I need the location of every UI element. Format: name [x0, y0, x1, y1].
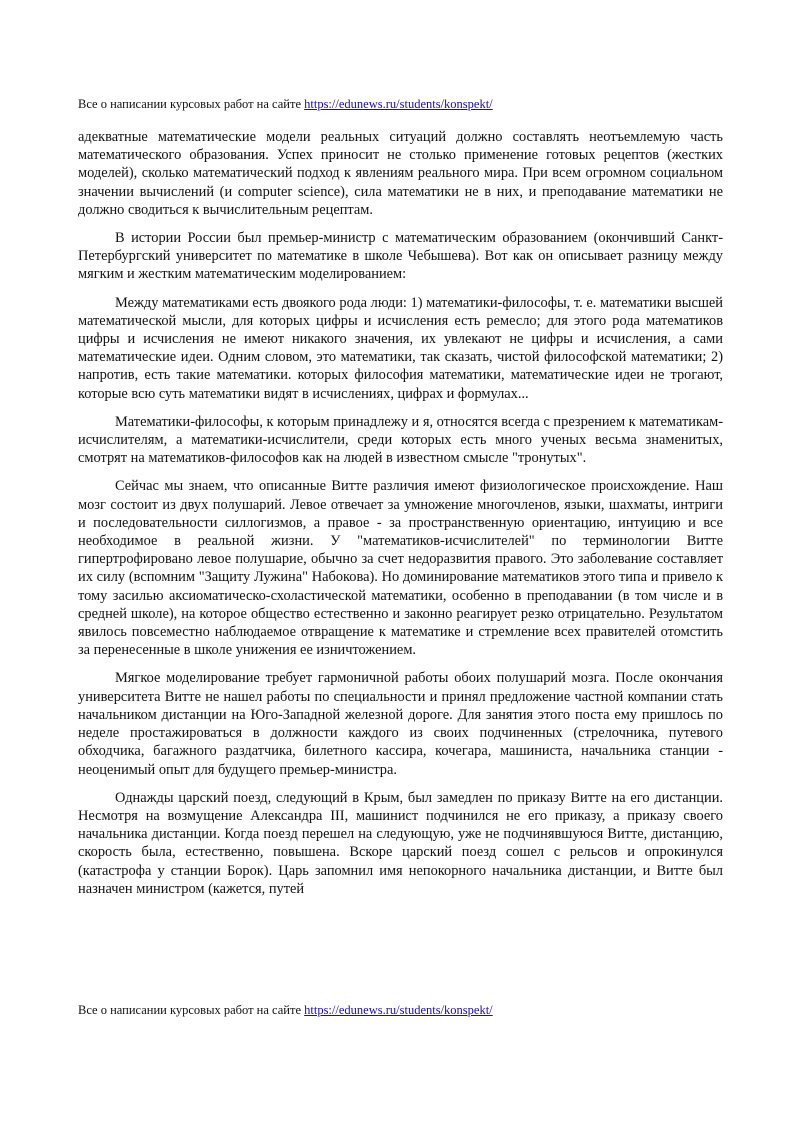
header-text: Все о написании курсовых работ на сайте — [78, 97, 305, 111]
page-header — [78, 96, 728, 112]
document-body — [78, 128, 723, 908]
page-footer — [78, 1002, 728, 1018]
footer-link[interactable]: https://edunews.ru/students/konspekt/ — [304, 1003, 493, 1017]
paragraph: Однажды царский поезд, следующий в Крым, был замедлен по приказу Витте на его дистанции. Несмотря на возмущение Александра III, машинист подчинился не его приказу, а приказу своего начальника дистанции. Когда поезд перешел на следующую, уже не подчинявшуюся Витте, дистанцию, скорость была, естественно, повышена. Вскоре царский поезд сошел с рельсов и опрокинулся (катастрофа у станции Борок). Царь запомнил имя непокорного начальника дистанции, и Витте был назначен министром (кажется, путей — [78, 789, 723, 897]
quote-paragraph: Между математиками есть двоякого рода люди: 1) математики-философы, т. е. математики высшей математической мысли, для которых цифры и исчисления есть ремесло; для этого рода математиков цифры и исчисления не имеют никакого значения, их увлекают не цифры и исчисления, а сами математические идеи. Одним словом, это математики, так сказать, чистой философской математики; 2) напротив, есть такие математики. которых философия математики, математические идеи не трогают, которые всю суть математики видят в исчислениях, цифрах и формулах... — [78, 294, 723, 402]
paragraph: Сейчас мы знаем, что описанные Витте различия имеют физиологическое происхождение. Наш мозг состоит из двух полушарий. Левое отвечает за умножение многочленов, языки, шахматы, интриги и последовательности силлогизмов, а правое - за пространственную ориентацию, интуицию и все необходимое в реальной жизни. У "математиков-исчислителей" по терминологии Витте гипертрофировано левое полушарие, обычно за счет недоразвития правого. Это заболевание составляет их силу (вспомним "Защиту Лужина" Набокова). Но доминирование математиков этого типа и привело к тому засилью аксиоматическо-схоластической математики, особенно в преподавании (в том числе и в средней школе), на которое общество естественно и законно реагирует резко отрицательно. Результатом явилось повсеместно наблюдаемое отвращение к математике и стремление всех правителей отомстить за перенесенные в школе унижения ее изничтожением. — [78, 478, 723, 659]
paragraph: В истории России был премьер-министр с математическим образованием (окончивший Санкт-Петербургский университет по математике в школе Чебышева). Вот как он описывает разницу между мягким и жестким математическим моделированием: — [78, 230, 723, 283]
quote-paragraph: Математики-философы, к которым принадлежу и я, относятся всегда с презрением к математикам-исчислителям, а математики-исчислители, среди которых есть много ученых весьма знаменитых, смотрят на математиков-философов как на людей в известном смысле "тронутых". — [78, 413, 724, 467]
paragraph: адекватные математические модели реальных ситуаций должно составлять неотъемлемую часть математического образования. Успех приносит не столько применение готовых рецептов (жестких моделей), сколько математический подход к явлениям реального мира. При всем огромном социальном значении вычислений (и computer science), сила математики не в них, и преподавание математики не должно сводиться к вычислительным рецептам. — [78, 129, 723, 218]
header-link[interactable]: https://edunews.ru/students/konspekt/ — [304, 97, 493, 111]
paragraph: Мягкое моделирование требует гармоничной работы обоих полушарий мозга. После окончания университета Витте не нашел работы по специальности и принял предложение частной компании стать начальником дистанции на Юго-Западной железной дороге. Для занятия этого поста ему пришлось по неделе простажироваться в должности каждого из своих подчиненных (стрелочника, путевого обходчика, багажного раздатчика, билетного кассира, кочегара, машиниста, начальника станции - неоценимый опыт для будущего премьер-министра. — [78, 670, 723, 778]
footer-text: Все о написании курсовых работ на сайте — [78, 1003, 305, 1017]
